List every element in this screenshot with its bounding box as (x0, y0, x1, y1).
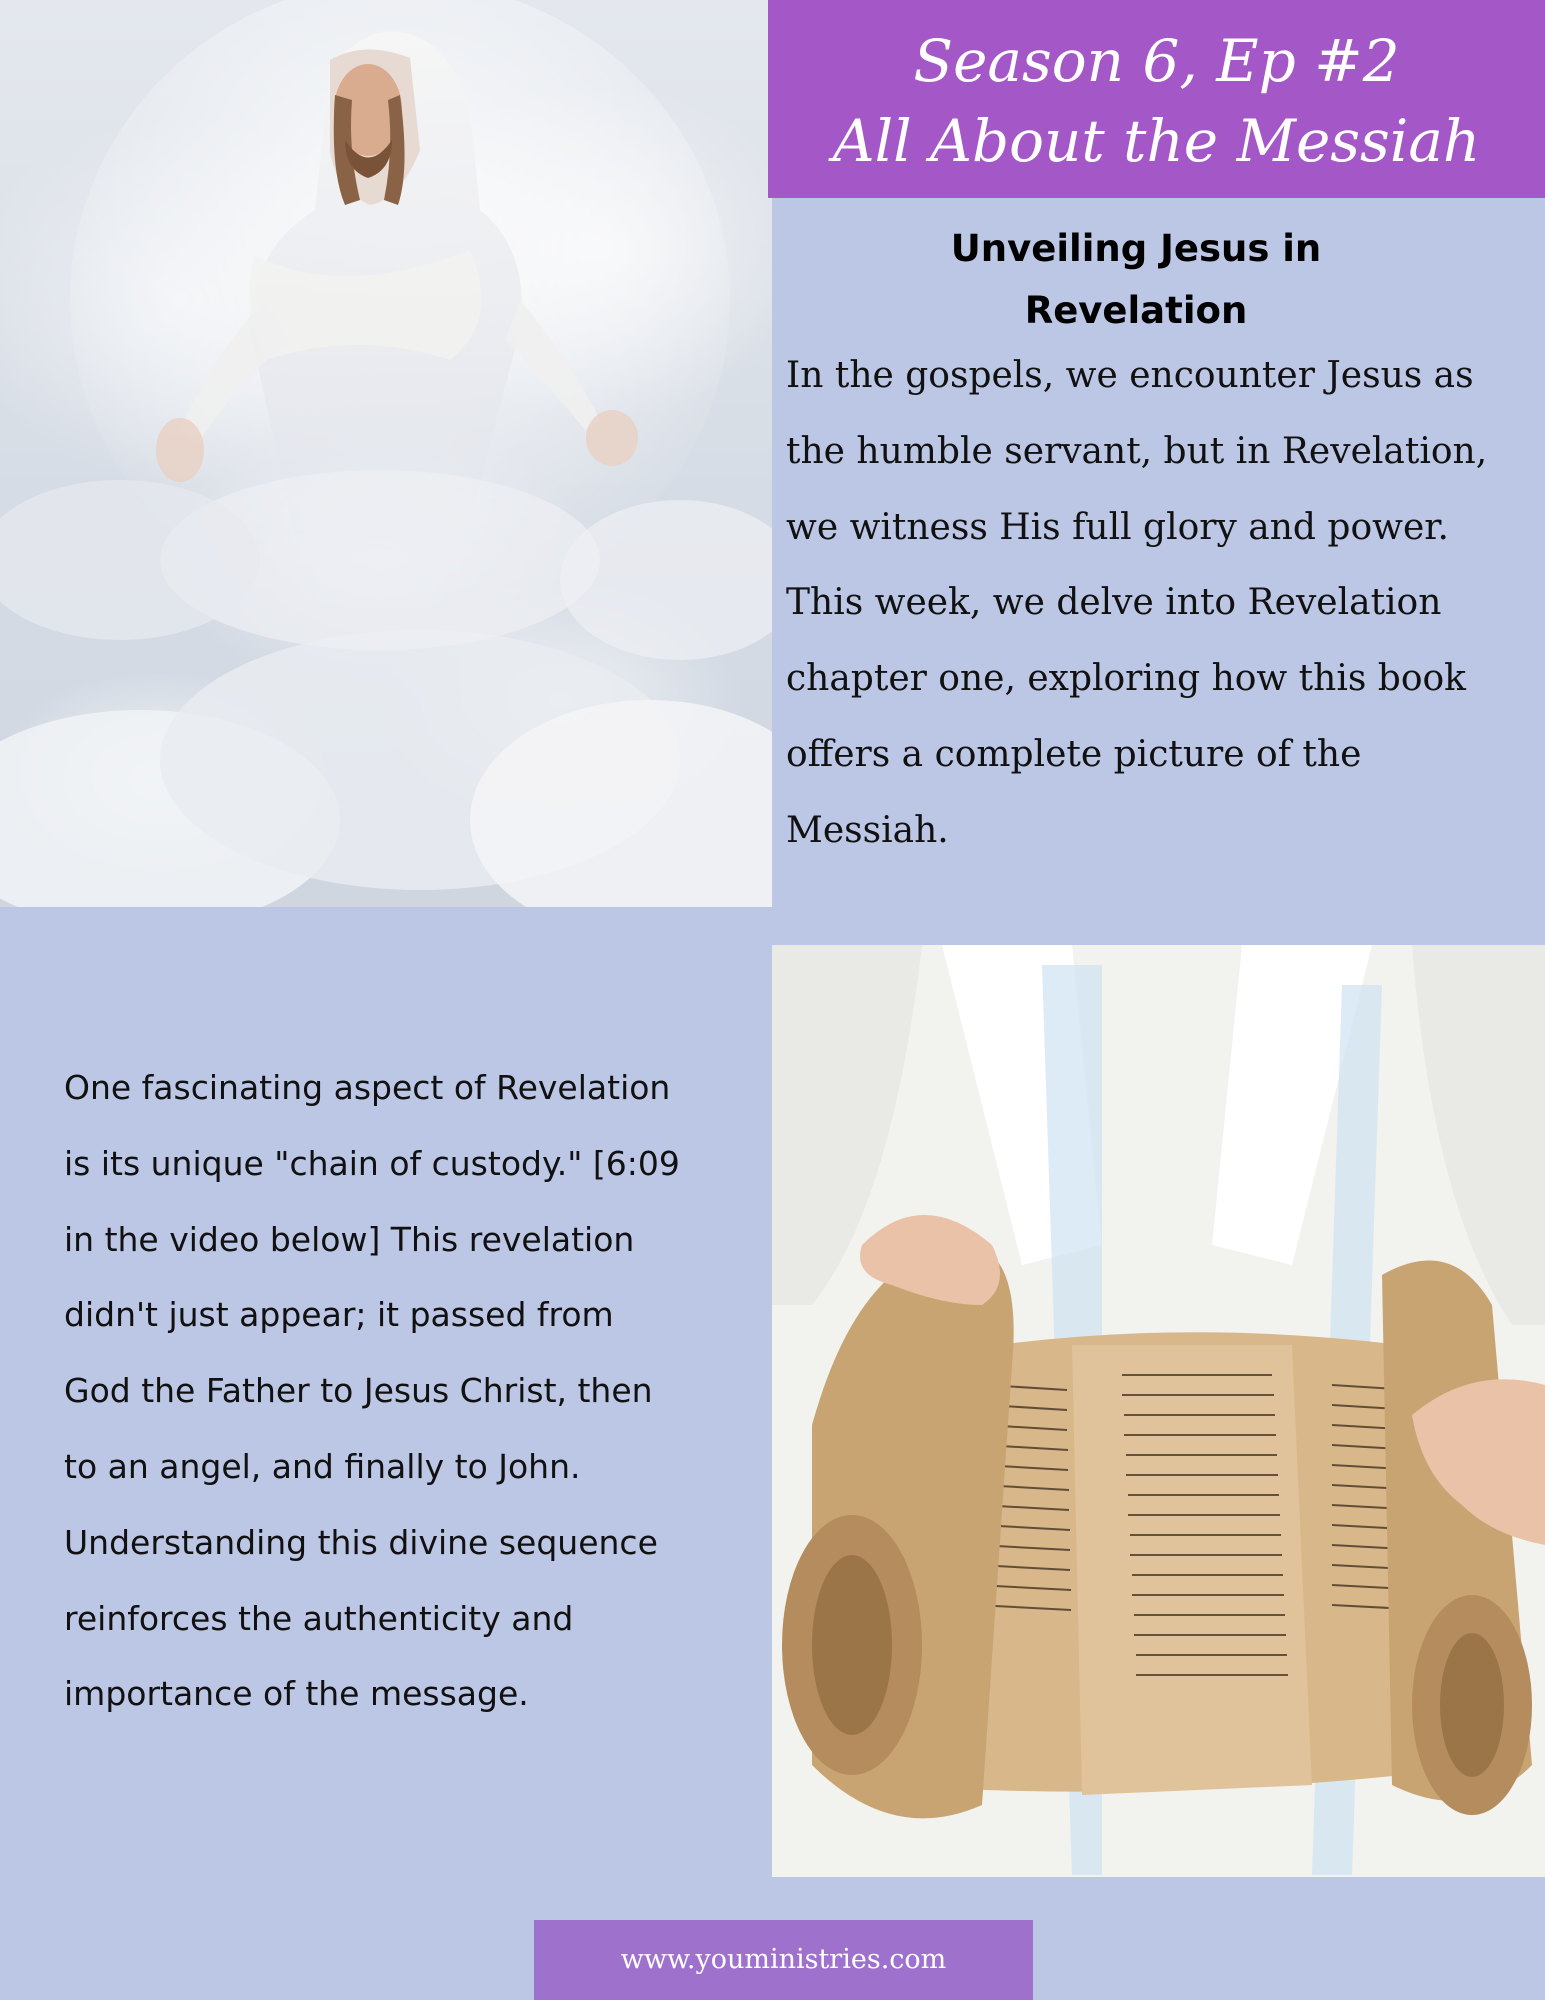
intro-line: offers a complete picture of the (786, 733, 1362, 775)
body-line: in the video below] This revelation (64, 1219, 635, 1259)
intro-line: we witness His full glory and power. (786, 506, 1449, 548)
episode-number: Season 6, Ep #2 (913, 27, 1400, 95)
body-line: Understanding this divine sequence (64, 1522, 658, 1562)
intro-line: In the gospels, we encounter Jesus as (786, 355, 1474, 396)
episode-title: All About the Messiah (832, 107, 1481, 175)
body-paragraph (64, 1050, 744, 1732)
scroll-illustration (772, 945, 1545, 1877)
body-line: is its unique "chain of custody." [6:09 (64, 1143, 680, 1183)
body-line: One fascinating aspect of Revelation (64, 1068, 671, 1107)
body-line: reinforces the authenticity and (64, 1598, 574, 1638)
section-heading-line-2: Revelation (1024, 289, 1248, 332)
intro-line: This week, we delve into Revelation (786, 582, 1442, 624)
intro-line: the humble servant, but in Revelation, (786, 430, 1488, 472)
body-line: God the Father to Jesus Christ, then (64, 1371, 653, 1411)
body-line: to an angel, and finally to John. (64, 1446, 581, 1486)
body-line: importance of the message. (64, 1674, 529, 1714)
intro-paragraph (786, 338, 1526, 869)
section-heading-line-1: Unveiling Jesus in (950, 227, 1322, 270)
footer-bar (534, 1920, 1033, 2000)
website-link[interactable]: www.youministries.com (620, 1944, 947, 1975)
intro-line: Messiah. (786, 809, 949, 851)
intro-line: chapter one, exploring how this book (786, 658, 1466, 700)
body-line: didn't just appear; it passed from (64, 1295, 614, 1335)
figure-in-clouds-photo (0, 0, 772, 907)
figure-in-clouds-illustration (0, 0, 772, 907)
hands-holding-scroll-photo (772, 945, 1545, 1877)
section-heading (800, 218, 1472, 342)
episode-title-banner (768, 0, 1545, 198)
